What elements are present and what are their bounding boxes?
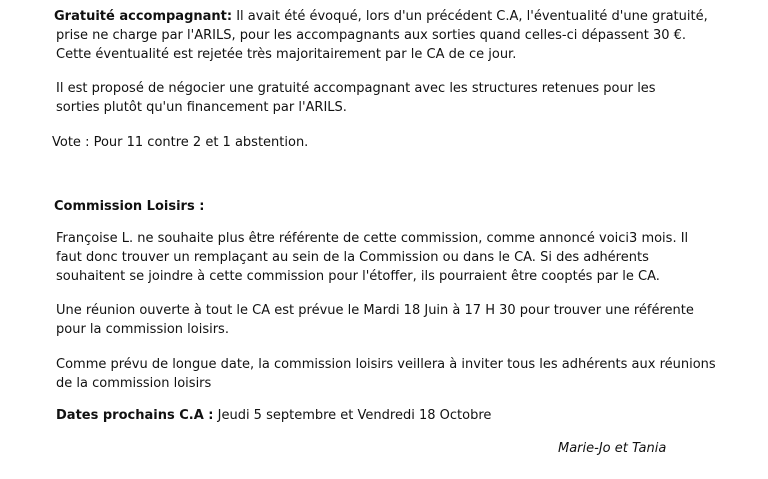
next-dates-text: Jeudi 5 septembre et Vendredi 18 Octobre	[213, 408, 492, 423]
gratuite-line-3: Cette éventualité est rejetée très majoritairement par le CA de ce jour.	[56, 47, 517, 62]
next-dates	[56, 406, 491, 425]
commission-p1-line-3: souhaitent se joindre à cette commission pour l'étoffer, ils pourraient être cooptés par le CA.	[56, 269, 660, 284]
commission-p3-line-1: Comme prévu de longue date, la commission loisirs veillera à inviter tous les adhérents aux réunions	[56, 357, 716, 372]
commission-paragraph-2	[56, 301, 694, 339]
commission-paragraph-1	[56, 229, 688, 286]
gratuite-section	[54, 7, 708, 64]
vote-result: Vote : Pour 11 contre 2 et 1 abstention.	[52, 135, 309, 150]
commission-paragraph-3	[56, 355, 716, 393]
gratuite-line-2: prise ne charge par l'ARILS, pour les accompagnants aux sorties quand celles-ci dépassent 30 €.	[56, 28, 687, 43]
gratuite-heading: Gratuité accompagnant:	[54, 9, 233, 24]
gratuite-text-1: Il avait été évoqué, lors d'un précédent C.A, l'éventualité d'une gratuité,	[232, 9, 708, 24]
commission-p2-line-1: Une réunion ouverte à tout le CA est prévue le Mardi 18 Juin à 17 H 30 pour trouver une référente	[56, 303, 694, 318]
gratuite-line-1	[54, 7, 708, 26]
proposition-line-1: Il est proposé de négocier une gratuité accompagnant avec les structures retenues pour les	[56, 81, 656, 96]
signature: Marie-Jo et Tania	[558, 441, 667, 456]
commission-p2-line-2: pour la commission loisirs.	[56, 322, 229, 337]
commission-p1-line-1: Françoise L. ne souhaite plus être référente de cette commission, comme annoncé voici3 mois. Il	[56, 231, 689, 246]
commission-p1-line-2: faut donc trouver un remplaçant au sein de la Commission ou dans le CA. Si des adhérents	[56, 250, 649, 265]
commission-p3-line-2: de la commission loisirs	[56, 376, 212, 391]
commission-heading: Commission Loisirs :	[54, 199, 205, 214]
next-dates-heading: Dates prochains C.A :	[56, 408, 214, 423]
proposition-paragraph	[56, 79, 656, 117]
proposition-line-2: sorties plutôt qu'un financement par l'ARILS.	[56, 100, 347, 115]
